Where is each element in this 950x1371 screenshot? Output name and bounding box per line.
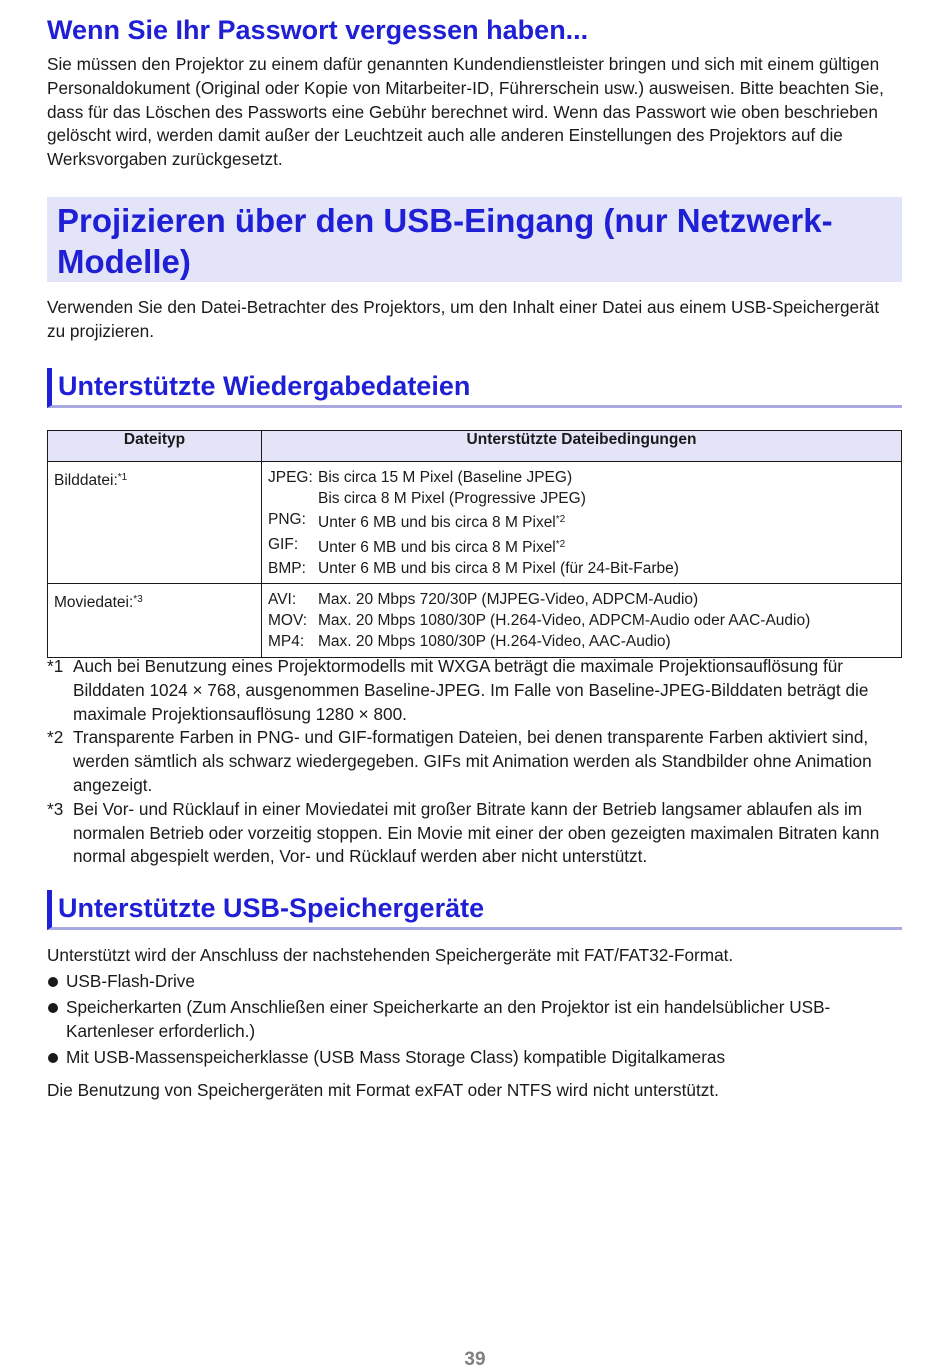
format-text: Max. 20 Mbps 1080/30P (H.264-Video, ADPCM-Audio oder AAC-Audio) — [318, 612, 811, 630]
page-number: 39 — [464, 1349, 486, 1370]
subheading-playback-label: Unterstützte Wiedergabedateien — [58, 371, 471, 401]
usb-device-list — [47, 969, 902, 1071]
table-row — [48, 462, 902, 584]
format-key — [268, 488, 318, 509]
supported-files-table — [47, 430, 902, 658]
format-line — [268, 467, 895, 488]
format-line — [268, 488, 895, 509]
bullet-icon — [47, 969, 66, 993]
bullet-icon — [47, 995, 66, 1043]
format-key: GIF: — [268, 535, 299, 553]
footnote — [47, 726, 902, 797]
format-line — [268, 558, 895, 579]
footnote-ref: *2 — [555, 538, 566, 550]
format-key: MP4: — [268, 633, 305, 651]
column-header-conditions: Unterstützte Dateibedingungen — [262, 431, 902, 462]
format-text: Bis circa 15 M Pixel (Baseline JPEG) — [318, 469, 573, 486]
list-item-text: Mit USB-Massenspeicherklasse (USB Mass Storage Class) kompatible Digitalkameras — [66, 1047, 726, 1067]
footnote — [47, 798, 902, 869]
conditions-cell — [262, 462, 902, 584]
subheading-usb-label: Unterstützte USB-Speichergeräte — [58, 893, 485, 923]
format-text: Max. 20 Mbps 720/30P (MJPEG-Video, ADPCM-Audio) — [318, 591, 699, 609]
footnote — [47, 655, 902, 726]
filetype-label: Moviedatei: — [54, 594, 134, 612]
table-header-row — [48, 431, 902, 462]
footnote-text: Auch bei Benutzung eines Projektormodells mit WXGA beträgt die maximale Projektionsauflösung für Bilddaten 1024 × 768, ausgenommen Baseline-JPEG. Im Falle von Baseline-JPEG-Bilddaten beträgt die maximale Projektionsauflösung 1280 × 800. — [73, 656, 869, 724]
footnote-ref: *3 — [133, 594, 143, 606]
footnote-mark: *2 — [47, 727, 64, 748]
section-intro: Verwenden Sie den Datei-Betrachter des Projektors, um den Inhalt einer Datei aus einem USB-Speichergerät zu projizieren. — [47, 297, 880, 341]
format-key: MOV: — [268, 612, 308, 630]
format-key: BMP: — [268, 559, 306, 577]
list-item — [47, 969, 902, 993]
footnotes — [47, 655, 902, 869]
format-text-value: Unter 6 MB und bis circa 8 M Pixel — [318, 514, 556, 532]
footnote-mark: *3 — [47, 798, 64, 819]
format-text: Bis circa 8 M Pixel (Progressive JPEG) — [318, 490, 586, 508]
format-line — [268, 631, 895, 652]
usb-intro: Unterstützt wird der Anschluss der nachstehenden Speichergeräte mit FAT/FAT32-Format. — [47, 945, 734, 965]
column-header-filetype: Dateityp — [48, 431, 262, 462]
footnote-text: Transparente Farben in PNG- und GIF-formatigen Dateien, bei denen transparente Farben aktiviert sind, werden sämtlich als schwarz wiedergegeben. GIFs mit Animation werden als Standbilder ohne Animation angezeigt. — [73, 727, 872, 795]
section-title: Projizieren über den USB-Eingang (nur Netzwerk-Modelle) — [57, 202, 833, 280]
format-line — [268, 589, 895, 610]
password-paragraph: Sie müssen den Projektor zu einem dafür genannten Kundendienstleister bringen und sich mit einem gültigen Personaldokument (Original oder Kopie von Mitarbeiter-ID, Führerschein usw.) ausweisen. Bitte beachten Sie, dass für das Löschen des Passworts eine Gebühr berechnet wird. Wenn das Passwort wie oben beschrieben gelöscht wird, werden damit außer der Leuchtzeit auch alle anderen Einstellungen des Projektors auf die Werksvorgaben zurückgesetzt. — [47, 54, 884, 170]
format-line — [268, 610, 895, 631]
format-text-value: Unter 6 MB und bis circa 8 M Pixel — [318, 538, 556, 556]
filetype-label: Bilddatei: — [54, 472, 118, 489]
format-text: Max. 20 Mbps 1080/30P (H.264-Video, AAC-Audio) — [318, 633, 671, 651]
usb-outro: Die Benutzung von Speichergeräten mit Format exFAT oder NTFS wird nicht unterstützt. — [47, 1080, 719, 1100]
subheading-usb-devices — [47, 890, 902, 930]
table-row — [48, 584, 902, 658]
footnote-text: Bei Vor- und Rücklauf in einer Moviedatei mit großer Bitrate kann der Betrieb langsamer ablaufen als im normalen Betrieb oder vorzeitig stoppen. Ein Movie mit einer der oben gezeigten maximalen Bitraten kann normal abgespielt werden, Vor- und Rücklauf werden aber nicht unterstützt. — [73, 798, 880, 867]
format-text: Unter 6 MB und bis circa 8 M Pixel (für 24-Bit-Farbe) — [318, 559, 679, 577]
format-key: JPEG: — [268, 469, 313, 486]
subheading-playback-files — [47, 368, 902, 408]
footnote-ref: *1 — [117, 472, 128, 483]
filetype-cell — [48, 462, 262, 584]
list-item-text: USB-Flash-Drive — [66, 971, 195, 991]
format-text — [318, 509, 565, 533]
list-item — [47, 1045, 902, 1069]
bullet-icon — [47, 1045, 66, 1069]
list-item — [47, 995, 902, 1043]
format-line — [268, 534, 895, 558]
list-item-text: Speicherkarten (Zum Anschließen einer Speicherkarte an den Projektor ist ein handelsüblicher USB-Kartenleser erforderlich.) — [66, 997, 831, 1041]
format-key: PNG: — [268, 511, 306, 529]
footnote-ref: *2 — [555, 514, 566, 526]
password-heading: Wenn Sie Ihr Passwort vergessen haben... — [47, 15, 589, 45]
format-key: AVI: — [268, 591, 297, 609]
filetype-cell — [48, 584, 262, 658]
conditions-cell — [262, 584, 902, 658]
footnote-mark: *1 — [47, 656, 64, 676]
format-text — [318, 534, 565, 558]
format-line — [268, 509, 895, 533]
